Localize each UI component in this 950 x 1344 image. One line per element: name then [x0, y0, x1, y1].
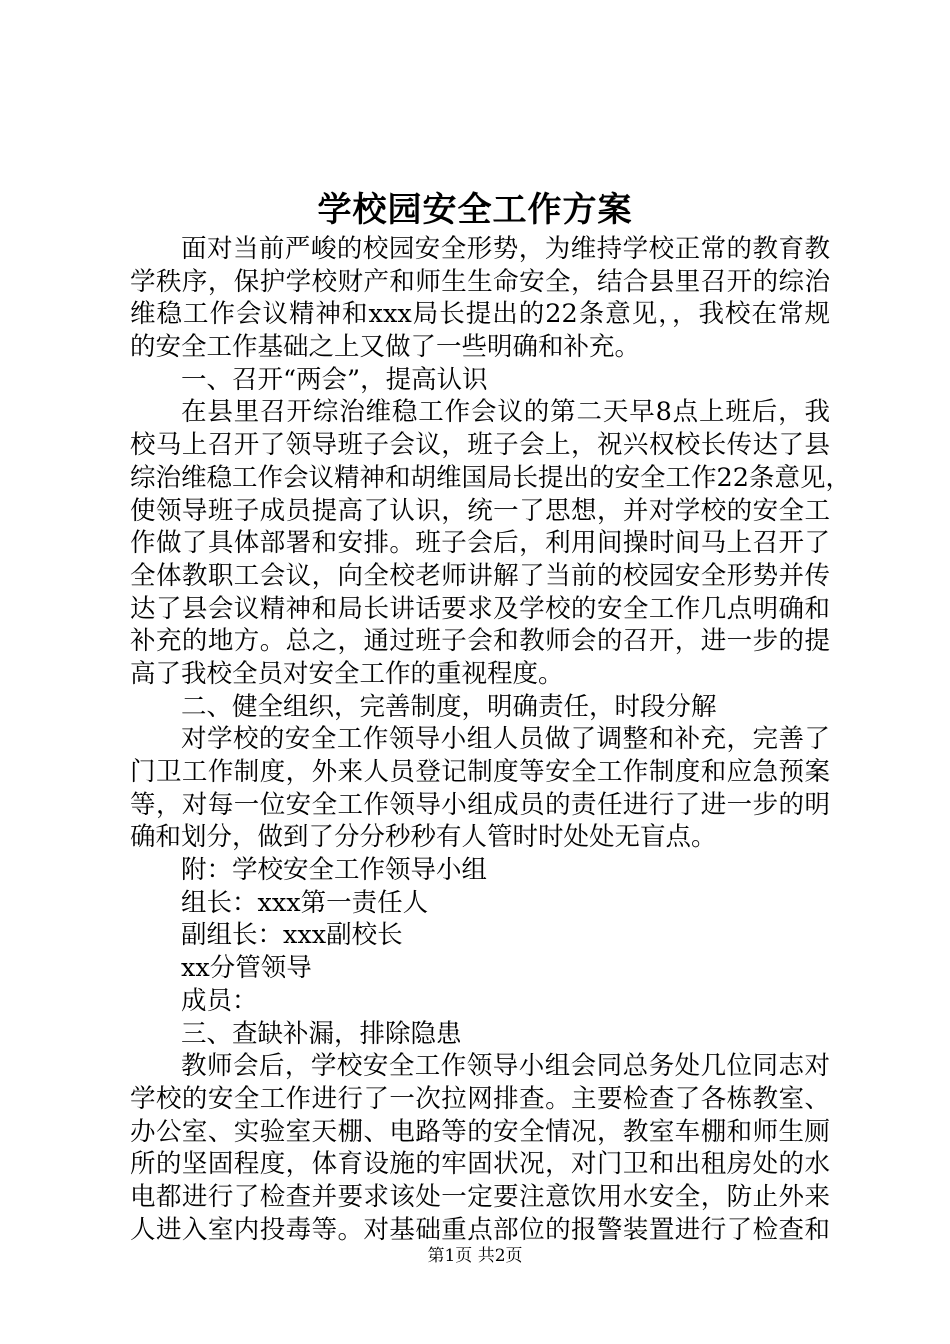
- paragraph-line: 高了我校全员对安全工作的重视程度。: [130, 658, 564, 689]
- team-leader-line: 组长：xxx第一责任人: [181, 887, 429, 918]
- paragraph-line: 维稳工作会议精神和xxx局长提出的22条意见，，我校在常规: [130, 299, 830, 330]
- paragraph-line: 面对当前严峻的校园安全形势，为维持学校正常的教育教: [181, 234, 830, 264]
- members-line: 成员：: [181, 985, 258, 1016]
- paragraph-line: 等，对每一位安全工作领导小组成员的责任进行了进一步的明: [130, 789, 830, 820]
- document-title: 学校园安全工作方案: [317, 190, 633, 230]
- paragraph-line: 补充的地方。总之，通过班子会和教师会的召开，进一步的提: [130, 626, 830, 657]
- section-heading: 二、健全组织，完善制度，明确责任，时段分解: [181, 691, 717, 722]
- paragraph-line: 办公室、实验室天棚、电路等的安全情况，教室车棚和师生厕: [130, 1116, 830, 1147]
- paragraph-line: 学校的安全工作进行了一次拉网排查。主要检查了各栋教室、: [130, 1083, 830, 1114]
- paragraph-line: 使领导班子成员提高了认识，统一了思想，并对学校的安全工: [130, 495, 830, 526]
- supervisor-line: xx分管领导: [181, 953, 312, 984]
- paragraph-line: 对学校的安全工作领导小组人员做了调整和补充，完善了: [181, 724, 830, 755]
- paragraph-line: 作做了具体部署和安排。班子会后，利用间操时间马上召开了: [130, 528, 830, 559]
- paragraph-line: 所的坚固程度，体育设施的牢固状况，对门卫和出租房处的水: [130, 1149, 830, 1180]
- appendix-heading: 附：学校安全工作领导小组: [181, 855, 488, 886]
- section-heading: 三、查缺补漏，排除隐患: [181, 1018, 462, 1049]
- paragraph-line: 在县里召开综治维稳工作会议的第二天早8点上班后，我: [181, 397, 830, 428]
- document-body: [130, 233, 851, 1246]
- paragraph-line: 学秩序，保护学校财产和师生生命安全，结合县里召开的综治: [130, 266, 830, 297]
- page-number-footer: 第1页 共2页: [427, 1246, 523, 1266]
- paragraph-line: 达了县会议精神和局长讲话要求及学校的安全工作几点明确和: [130, 593, 830, 624]
- paragraph-line: 综治维稳工作会议精神和胡维国局长提出的安全工作22条意见，: [130, 462, 851, 493]
- paragraph-line: 门卫工作制度，外来人员登记制度等安全工作制度和应急预案: [130, 757, 830, 787]
- paragraph-line: 校马上召开了领导班子会议，班子会上，祝兴权校长传达了县: [130, 430, 830, 461]
- paragraph-line: 全体教职工会议，向全校老师讲解了当前的校园安全形势并传: [130, 560, 830, 591]
- deputy-leader-line: 副组长：xxx副校长: [181, 920, 403, 951]
- paragraph-line: 确和划分，做到了分分秒秒有人管时时处处无盲点。: [130, 822, 717, 853]
- paragraph-line: 的安全工作基础之上又做了一些明确和补充。: [130, 332, 641, 363]
- section-heading: 一、召开“两会”，提高认识: [181, 364, 488, 395]
- paragraph-line: 电都进行了检查并要求该处一定要注意饮用水安全，防止外来: [130, 1181, 830, 1212]
- paragraph-line: 教师会后，学校安全工作领导小组会同总务处几位同志对: [181, 1051, 830, 1082]
- paragraph-line: 人进入室内投毒等。对基础重点部位的报警装置进行了检查和: [130, 1214, 830, 1245]
